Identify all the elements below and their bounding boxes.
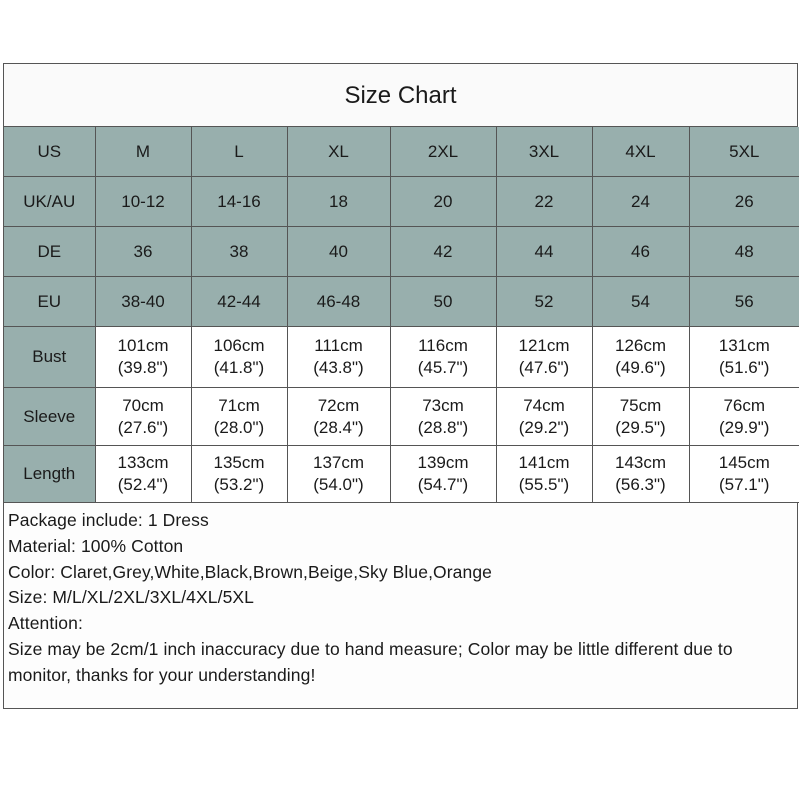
row-label: Length xyxy=(4,446,95,503)
table-cell: 46 xyxy=(592,227,689,277)
inch-value: (51.6") xyxy=(719,358,770,377)
note-color: Color: Claret,Grey,White,Black,Brown,Beige,Sky Blue,Orange xyxy=(8,561,492,582)
note-package: Package include: 1 Dress xyxy=(8,510,209,530)
table-cell: 42 xyxy=(390,227,496,277)
measurement-cell xyxy=(592,388,689,446)
row-label: DE xyxy=(4,227,95,277)
measurement-cell xyxy=(191,388,287,446)
cm-value: 139cm xyxy=(417,453,469,472)
measurement-cell xyxy=(689,327,799,388)
cm-value: 111cm xyxy=(314,336,363,355)
table-cell: 44 xyxy=(496,227,592,277)
table-row-measurement xyxy=(4,327,799,388)
table-row-measurement xyxy=(4,446,799,503)
table-cell: 18 xyxy=(287,177,390,227)
measurement-cell xyxy=(592,446,689,503)
table-cell: 40 xyxy=(287,227,390,277)
inch-value: (47.6") xyxy=(518,358,570,377)
measurement-cell xyxy=(592,327,689,388)
inch-value: (29.5") xyxy=(615,417,666,437)
measurement-cell xyxy=(95,327,191,388)
cm-value: 70cm xyxy=(122,395,164,415)
cm-value: 121cm xyxy=(518,336,570,355)
measurement-cell xyxy=(689,446,799,503)
cm-value: 101cm xyxy=(117,336,169,355)
inch-value: (49.6") xyxy=(615,358,666,377)
cm-value: 126cm xyxy=(614,336,667,355)
measurement-cell xyxy=(390,388,496,446)
size-header-cell: 4XL xyxy=(592,127,689,177)
cm-value: 72cm xyxy=(317,395,360,415)
size-chart xyxy=(3,63,798,709)
cm-value: 145cm xyxy=(718,453,770,472)
cm-value: 143cm xyxy=(614,453,667,472)
inch-value: (54.7") xyxy=(417,475,469,494)
inch-value: (29.2") xyxy=(518,417,570,437)
inch-value: (57.1") xyxy=(719,475,770,494)
table-cell: 20 xyxy=(390,177,496,227)
table-cell: 26 xyxy=(689,177,799,227)
measurement-cell xyxy=(287,388,390,446)
table-cell: 56 xyxy=(689,277,799,327)
size-table xyxy=(4,127,799,503)
product-notes xyxy=(4,503,797,689)
inch-value: (54.0") xyxy=(313,475,364,494)
measurement-cell xyxy=(496,446,592,503)
row-label-us: US xyxy=(4,127,95,177)
table-cell: 50 xyxy=(390,277,496,327)
table-cell: 38 xyxy=(191,227,287,277)
table-row-measurement xyxy=(4,388,799,446)
table-cell: 38-40 xyxy=(95,277,191,327)
measurement-cell xyxy=(95,388,191,446)
table-row-conversion xyxy=(4,227,799,277)
inch-value: (41.8") xyxy=(213,358,265,377)
size-header-cell: 2XL xyxy=(390,127,496,177)
cm-value: 74cm xyxy=(523,395,565,415)
page-title: Size Chart xyxy=(4,64,797,127)
inch-value: (56.3") xyxy=(615,475,666,494)
row-label: Bust xyxy=(4,327,95,388)
inch-value: (43.8") xyxy=(313,358,364,377)
inch-value: (55.5") xyxy=(518,475,570,494)
table-row-conversion xyxy=(4,277,799,327)
note-attention: Attention: xyxy=(8,613,83,634)
measurement-cell xyxy=(390,446,496,503)
measurement-cell xyxy=(496,327,592,388)
cm-value: 135cm xyxy=(213,453,265,472)
measurement-cell xyxy=(689,388,799,446)
table-cell: 14-16 xyxy=(191,177,287,227)
inch-value: (52.4") xyxy=(117,475,169,494)
note-disclaimer: Size may be 2cm/1 inch inaccuracy due to hand measure; Color may be little different due to monitor, thanks for your understanding! xyxy=(8,638,733,685)
note-material: Material: 100% Cotton xyxy=(8,535,184,556)
measurement-cell xyxy=(191,327,287,388)
inch-value: (39.8") xyxy=(117,358,169,377)
cm-value: 137cm xyxy=(312,453,365,472)
inch-value: (29.9") xyxy=(719,417,770,437)
measurement-cell xyxy=(287,327,390,388)
size-header-cell: 3XL xyxy=(496,127,592,177)
size-header-cell: M xyxy=(95,127,191,177)
inch-value: (28.8") xyxy=(417,417,469,437)
cm-value: 71cm xyxy=(218,395,260,415)
measurement-cell xyxy=(496,388,592,446)
table-cell: 46-48 xyxy=(287,277,390,327)
cm-value: 76cm xyxy=(723,395,766,415)
inch-value: (53.2") xyxy=(213,475,265,494)
note-size: Size: M/L/XL/2XL/3XL/4XL/5XL xyxy=(8,587,255,608)
table-row-conversion xyxy=(4,177,799,227)
inch-value: (27.6") xyxy=(117,417,169,437)
cm-value: 131cm xyxy=(718,336,770,355)
inch-value: (45.7") xyxy=(417,358,469,377)
measurement-cell xyxy=(191,446,287,503)
table-cell: 36 xyxy=(95,227,191,277)
table-cell: 10-12 xyxy=(95,177,191,227)
measurement-cell xyxy=(95,446,191,503)
cm-value: 75cm xyxy=(619,395,662,415)
cm-value: 73cm xyxy=(422,395,464,415)
size-header-cell: XL xyxy=(287,127,390,177)
table-cell: 24 xyxy=(592,177,689,227)
cm-value: 116cm xyxy=(418,336,468,355)
inch-value: (28.0") xyxy=(213,417,265,437)
row-label: EU xyxy=(4,277,95,327)
size-header-cell: 5XL xyxy=(689,127,799,177)
cm-value: 141cm xyxy=(518,453,570,472)
size-header-cell: L xyxy=(191,127,287,177)
row-label: Sleeve xyxy=(4,388,95,446)
table-cell: 54 xyxy=(592,277,689,327)
measurement-cell xyxy=(390,327,496,388)
measurement-cell xyxy=(287,446,390,503)
table-cell: 48 xyxy=(689,227,799,277)
table-cell: 22 xyxy=(496,177,592,227)
inch-value: (28.4") xyxy=(313,417,364,437)
cm-value: 106cm xyxy=(213,336,265,355)
cm-value: 133cm xyxy=(117,453,169,472)
table-cell: 52 xyxy=(496,277,592,327)
table-row-us xyxy=(4,127,799,177)
table-cell: 42-44 xyxy=(191,277,287,327)
row-label: UK/AU xyxy=(4,177,95,227)
